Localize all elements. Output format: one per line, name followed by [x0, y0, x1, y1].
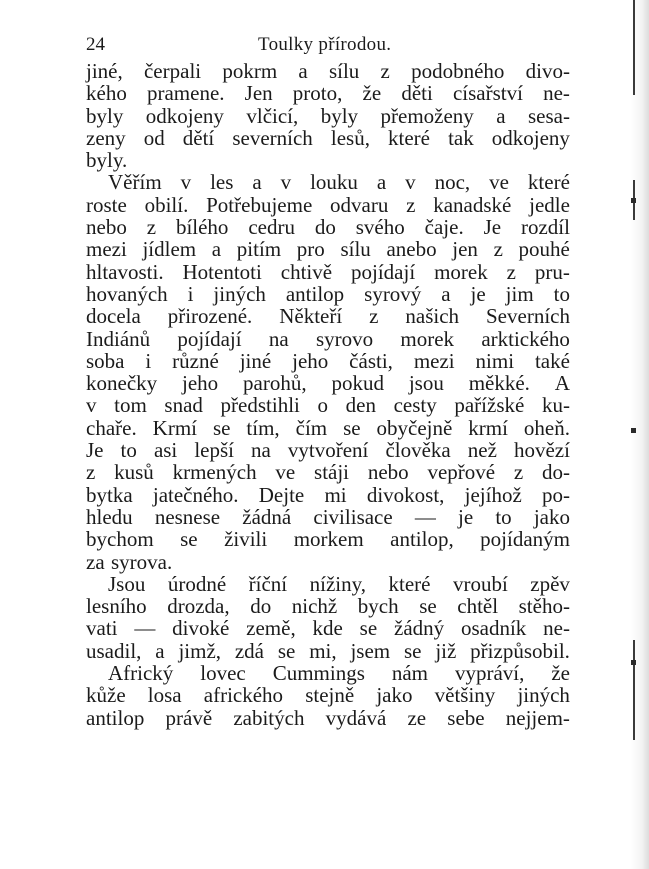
text-line: soba i různé jiné jeho části, mezi nimi také [86, 348, 570, 373]
body-text [86, 60, 570, 729]
text-line: zeny od dětí severních lesů, které tak odkojeny [86, 125, 570, 150]
text-line: mezi jídlem a pitím pro sílu anebo jen z pouhé [86, 237, 570, 262]
text-line: z kusů krmených ve stáji nebo vepřové z do- [86, 460, 570, 485]
text-line: roste obilí. Potřebujeme odvaru z kanadské jedle [86, 192, 570, 217]
page-edge-mark [631, 198, 636, 203]
text-line: Je to asi lepší na vytvoření člověka než hovězí [86, 438, 570, 463]
text-line: hltavosti. Hotentoti chtivě pojídají morek z pru- [86, 259, 570, 284]
text-line: konečky jeho parohů, pokud jsou měkké. A [86, 371, 570, 396]
text-line: docela přirozené. Někteří z našich Severních [86, 304, 570, 329]
page-number: 24 [86, 34, 105, 55]
text-line: byly odkojeny vlčicí, byly přemoženy a sesa- [86, 103, 570, 128]
text-line: za syrova. [86, 549, 173, 574]
text-line: lesního drozda, do nichž bych se chtěl stěho- [86, 594, 570, 619]
page-header [86, 34, 566, 58]
text-line: bytka jatečného. Dejte mi divokost, jejíhož po- [86, 482, 570, 507]
page-edge-mark [631, 428, 636, 433]
text-line: Indiánů pojídají na syrovo morek arktického [86, 326, 570, 351]
text-line: hovaných i jiných antilop syrový a je jim to [86, 281, 570, 306]
text-line: jiné, čerpali pokrm a sílu z podobného divo- [86, 59, 570, 83]
text-line: hledu nesnese žádná civilisace — je to jako [86, 504, 570, 529]
page-edge-line [633, 640, 635, 740]
running-title: Toulky přírodou. [258, 34, 392, 55]
text-line: antilop právě zabitých vydává ze sebe nejjem- [86, 705, 570, 730]
text-line: kůže losa afrického stejně jako většiny jiných [86, 683, 570, 708]
text-line: byly. [86, 148, 128, 173]
text-line: usadil, a jimž, zdá se mi, jsem se již přizpůsobil. [86, 638, 570, 663]
text-line: chaře. Krmí se tím, čím se obyčejně krmí oheň. [86, 415, 570, 440]
page-edge-mark [631, 660, 636, 665]
text-line: kého pramene. Jen proto, že děti císařství ne- [86, 81, 570, 106]
text-line: nebo z bílého cedru do svého čaje. Je rozdíl [86, 215, 570, 240]
text-line: Jsou úrodné říční nížiny, které vroubí zpěv [108, 571, 570, 596]
text-line: Věřím v les a v louku a v noc, ve které [108, 170, 570, 195]
text-line: vati — divoké země, kde se žádný osadník ne- [86, 616, 570, 641]
page-edge-line [633, 0, 635, 95]
text-line: Africký lovec Cummings nám vypráví, že [108, 661, 570, 686]
text-line: v tom snad předstihli o den cesty pařížské ku- [86, 393, 570, 418]
text-line: bychom se živili morkem antilop, pojídaným [86, 527, 570, 552]
